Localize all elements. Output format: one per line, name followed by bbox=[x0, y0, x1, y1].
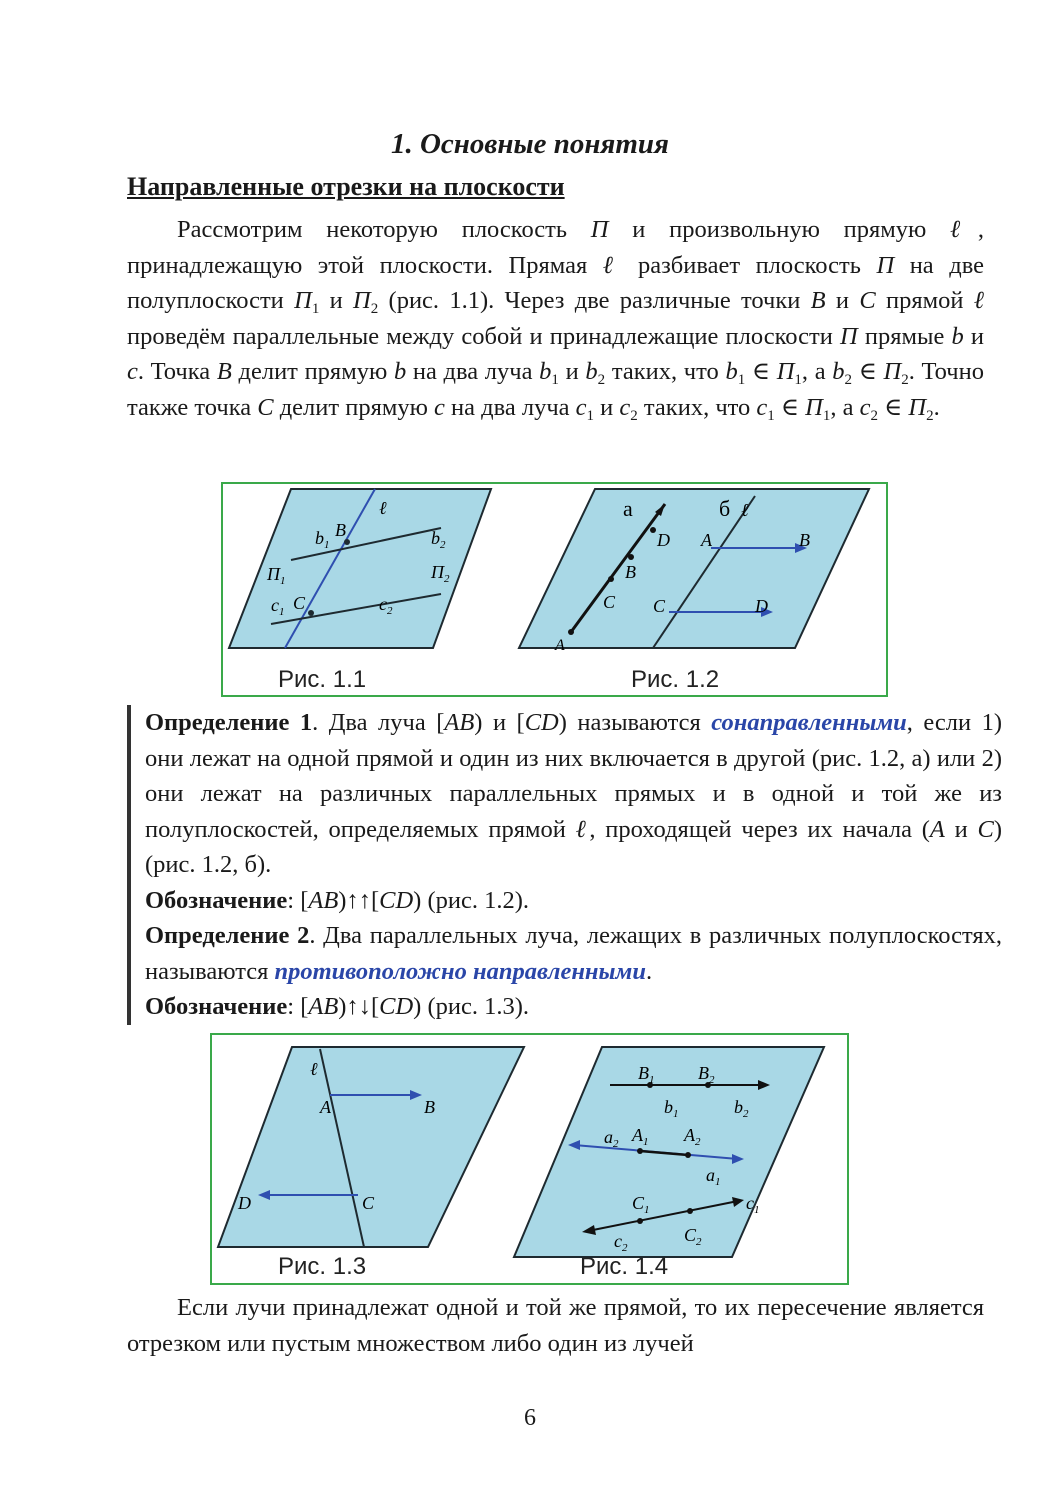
point-B1-fig-1-2 bbox=[628, 554, 634, 560]
definitions-block: Определение 1. Два луча [AB) и [CD) называются сонаправленными, если 1) они лежат на одной прямой и один из них включается в другой (рис. 1.2, а) или 2) они лежат на различных параллельных прямых и в одной и той же из полуплоскостей, определяемых прямой ℓ, проходящей через их начала (A и C) (рис. 1.2, б). Обозначение: [AB)↑↑[CD) (рис. 1.2). Определение 2. Два параллельных луча, лежащих в различных полуплоскостях, называются противоположно направленными. Обозначение: [AB)↑↓[CD) (рис. 1.3). bbox=[127, 705, 1002, 1025]
caption-fig-1-3: Рис. 1.3 bbox=[278, 1253, 367, 1280]
label-A1-fig-1-2: A bbox=[555, 637, 565, 654]
label-a-fig-1-2: а bbox=[623, 496, 633, 521]
label-A2-fig-1-2: A bbox=[701, 530, 712, 550]
def1-label: Определение 1 bbox=[145, 709, 313, 736]
label-D-fig-1-3: D bbox=[238, 1193, 251, 1213]
label-ell-fig-1-3: ℓ bbox=[310, 1059, 318, 1079]
label-ell-fig-1-1: ℓ bbox=[379, 498, 387, 518]
point-A2-fig-1-4 bbox=[685, 1152, 691, 1158]
point-A1-fig-1-2 bbox=[568, 629, 574, 635]
closing-paragraph: Если лучи принадлежат одной и той же прямой, то их пересечение является отрезком или пустым множеством либо один из лучей bbox=[127, 1294, 984, 1357]
label-c1-fig-1-4: $c_1$ bbox=[746, 1193, 760, 1216]
chapter-title: 1. Основные понятия bbox=[390, 128, 669, 160]
label-c2-fig-1-4: $c_2$ bbox=[614, 1231, 628, 1254]
caption-fig-1-1: Рис. 1.1 bbox=[278, 666, 367, 693]
label-b2-fig-1-1: $b_2$ bbox=[431, 528, 446, 551]
notation2-label: Обозначение bbox=[145, 993, 288, 1020]
label-B2-fig-1-2: B bbox=[799, 530, 810, 550]
label-C1-fig-1-2: C bbox=[603, 592, 616, 612]
label-C2-fig-1-4: $C_2$ bbox=[684, 1225, 702, 1248]
label-Pi1-fig-1-1: $П_1$ bbox=[267, 564, 286, 587]
notation1-label: Обозначение bbox=[145, 886, 288, 914]
term-opposite: противоположно направленными bbox=[274, 957, 646, 985]
point-C1-fig-1-4 bbox=[637, 1218, 643, 1224]
label-B1-fig-1-4: $B_1$ bbox=[638, 1063, 655, 1086]
label-A2-fig-1-4: $A_2$ bbox=[684, 1125, 701, 1148]
label-B1-fig-1-2: B bbox=[625, 562, 636, 582]
label-a1-fig-1-4: $a_1$ bbox=[706, 1165, 721, 1188]
figure-box-1-2 bbox=[221, 482, 888, 697]
label-C1-fig-1-4: $C_1$ bbox=[632, 1193, 650, 1216]
label-A1-fig-1-4: $A_1$ bbox=[632, 1125, 649, 1148]
figures-1-1-and-1-2 bbox=[223, 484, 886, 695]
label-Pi2-fig-1-1: $П_2$ bbox=[431, 562, 450, 585]
label-C-fig-1-3: C bbox=[362, 1193, 375, 1213]
label-B-fig-1-1: B bbox=[335, 520, 346, 540]
label-ell-fig-1-2: ℓ bbox=[741, 500, 749, 520]
figure-box-3-4 bbox=[210, 1033, 849, 1285]
label-c2-fig-1-1: $c_2$ bbox=[379, 594, 393, 617]
label-b-fig-1-2: б bbox=[719, 496, 731, 521]
label-c1-fig-1-1: $c_1$ bbox=[271, 595, 285, 618]
point-A1-fig-1-4 bbox=[637, 1148, 643, 1154]
label-b1-fig-1-4: $b_1$ bbox=[664, 1097, 679, 1120]
caption-fig-1-2: Рис. 1.2 bbox=[631, 666, 720, 693]
figures-1-3-and-1-4 bbox=[212, 1035, 847, 1283]
label-B-fig-1-3: B bbox=[424, 1097, 435, 1117]
label-A-fig-1-3: A bbox=[320, 1097, 331, 1117]
plane-fig-1-4 bbox=[514, 1047, 824, 1257]
point-D1-fig-1-2 bbox=[650, 527, 656, 533]
label-D1-fig-1-2: D bbox=[657, 530, 670, 550]
label-b2-fig-1-4: $b_2$ bbox=[734, 1097, 749, 1120]
section-heading: Направленные отрезки на плоскости bbox=[127, 172, 565, 201]
plane-fig-1-2 bbox=[519, 489, 869, 648]
point-C-fig-1-1 bbox=[308, 610, 314, 616]
label-C-fig-1-1: C bbox=[293, 593, 306, 613]
term-codirected: сонаправленными bbox=[711, 709, 907, 736]
label-C2-fig-1-2: C bbox=[653, 596, 666, 616]
point-C2-fig-1-4 bbox=[687, 1208, 693, 1214]
caption-fig-1-4: Рис. 1.4 bbox=[580, 1253, 669, 1280]
intro-paragraph: Рассмотрим некоторую плоскость П и произвольную прямую ℓ, принадлежащую этой плоскости. Прямая ℓ разбивает плоскость П на две полуплоскости $П_1$ и $П_2$ (рис. 1.1). Через две различные точки B и C прямой ℓ проведём параллельные между собой и принадлежащие плоскости П прямые b и c. Точка B делит прямую b на два луча $b_1$ и $b_2$ таких, что $b_1$ ∈ $П_1$, а $b_2$ ∈ $П_2$. Точно также точка C делит прямую c на два луча $c_1$ и $c_2$ таких, что $c_1$ ∈ $П_1$, а $c_2$ ∈ $П_2$. bbox=[127, 216, 984, 424]
label-a2-fig-1-4: $a_2$ bbox=[604, 1127, 619, 1150]
label-D2-fig-1-2: D bbox=[755, 596, 768, 616]
point-C1-fig-1-2 bbox=[608, 576, 614, 582]
page-number: 6 bbox=[524, 1405, 536, 1431]
label-b1-fig-1-1: $b_1$ bbox=[315, 528, 330, 551]
def2-label: Определение 2 bbox=[145, 922, 310, 949]
label-B2-fig-1-4: $B_2$ bbox=[698, 1063, 715, 1086]
plane-fig-1-3 bbox=[218, 1047, 524, 1247]
